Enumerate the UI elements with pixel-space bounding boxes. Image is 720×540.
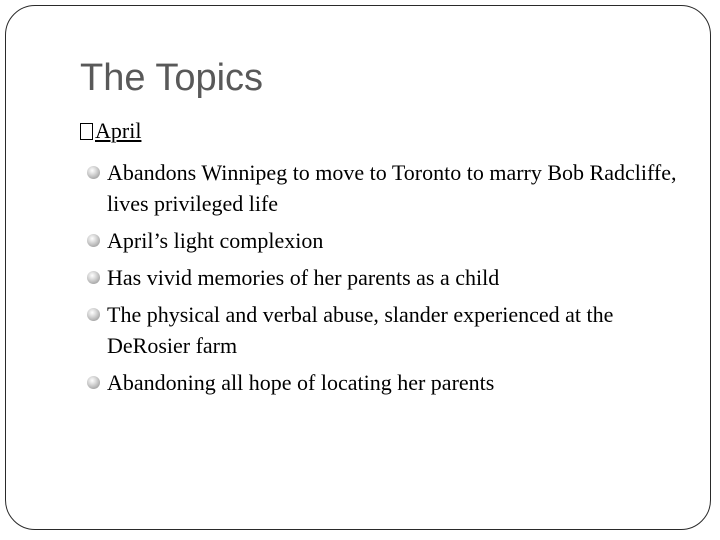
bullet-text: The physical and verbal abuse, slander experienced at the DeRosier farm	[107, 302, 614, 358]
bullet-dot-icon	[87, 308, 100, 321]
section-label: April	[95, 118, 142, 143]
bullet-item	[87, 299, 687, 361]
bullet-dot-icon	[87, 376, 100, 389]
bullet-item	[87, 225, 687, 256]
slide-title: The Topics	[80, 57, 264, 99]
bullet-list	[87, 157, 687, 404]
section-heading	[80, 118, 141, 144]
bullet-dot-icon	[87, 234, 100, 247]
bullet-text: April’s light complexion	[107, 228, 324, 253]
square-bullet-icon	[80, 123, 93, 140]
bullet-item	[87, 262, 687, 293]
bullet-item	[87, 367, 687, 398]
bullet-dot-icon	[87, 166, 100, 179]
bullet-text: Abandons Winnipeg to move to Toronto to marry Bob Radcliffe, lives privileged life	[107, 160, 677, 216]
bullet-text: Has vivid memories of her parents as a child	[107, 265, 500, 290]
bullet-text: Abandoning all hope of locating her parents	[107, 370, 495, 395]
bullet-dot-icon	[87, 271, 100, 284]
bullet-item	[87, 157, 687, 219]
